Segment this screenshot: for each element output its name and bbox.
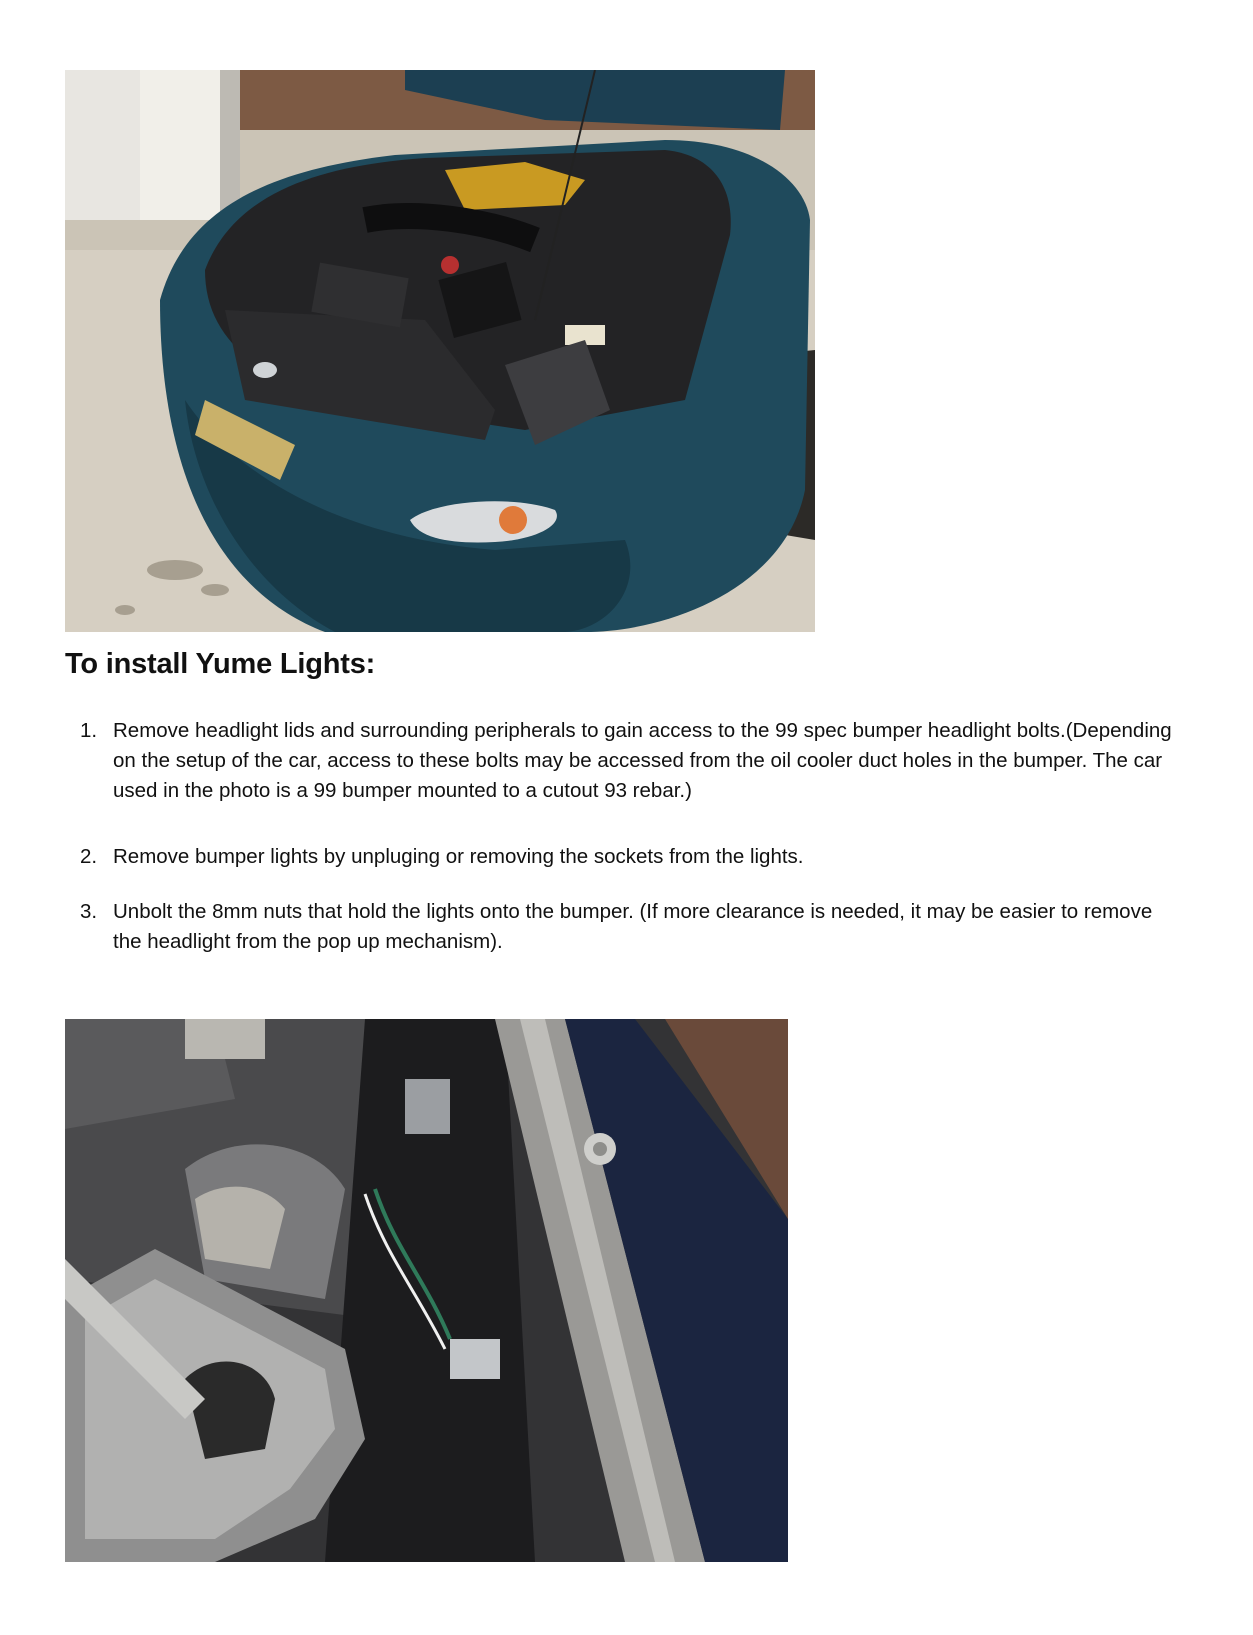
- engine-bay-photo: [65, 70, 815, 632]
- step-text: Unbolt the 8mm nuts that hold the lights onto the bumper. (If more clearance is needed, it may be easier to remove the headlight from the pop up mechanism).: [113, 900, 1153, 953]
- headlight-bolt-closeup-photo: [65, 1019, 788, 1562]
- instruction-list: [80, 716, 1180, 957]
- step-number: 2.: [80, 845, 98, 868]
- list-item: [80, 897, 1180, 957]
- page-heading: To install Yume Lights:: [65, 648, 376, 680]
- step-number: 3.: [80, 900, 98, 923]
- step-text: Remove bumper lights by unpluging or removing the sockets from the lights.: [113, 845, 804, 868]
- list-item: [80, 842, 1180, 872]
- step-number: 1.: [80, 719, 98, 742]
- step-text: Remove headlight lids and surrounding peripherals to gain access to the 99 spec bumper headlight bolts.(Depending on the setup of the car, access to these bolts may be accessed from the oil cooler duct holes in the bumper. The car used in the photo is a 99 bumper mounted to a cutout 93 rebar.): [113, 719, 1172, 802]
- list-item: [80, 716, 1180, 806]
